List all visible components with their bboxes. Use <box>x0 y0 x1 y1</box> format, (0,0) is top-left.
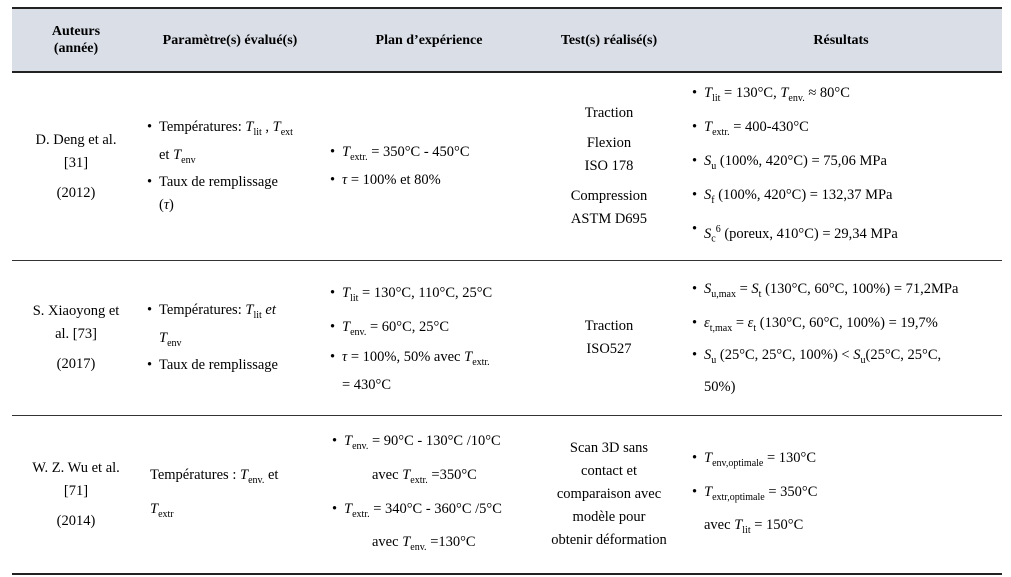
test-item: ISO527 <box>586 341 632 357</box>
test-item: contact et <box>581 463 637 479</box>
header-tests: Test(s) réalisé(s) <box>560 32 658 48</box>
test-item: Traction <box>584 318 634 334</box>
result-item: • $T_{extr.} = 400-430^\circ C$ <box>692 113 898 147</box>
author-year: (2012) <box>56 184 96 201</box>
author-ref: [71] <box>63 482 89 499</box>
author-cell <box>12 416 140 573</box>
header-auteurs-line1: Auteurs <box>51 24 101 39</box>
result-item: • $S_{u,max} = S_t$ (130°C, 60°C, 100%) = 71,2MPa <box>692 275 958 309</box>
header-auteurs <box>12 9 140 71</box>
params-cell <box>147 261 322 415</box>
author-name: D. Deng et al. <box>35 131 117 148</box>
plan-cell <box>330 261 538 415</box>
author-ref: al. [73] <box>55 326 97 342</box>
param-item: • Températures: $T_{lit}$ et $T_{env}$ <box>147 299 278 355</box>
plan-item: • $T_{lit} = 130^\circ C$, 110°C, 25°C <box>330 279 492 313</box>
params-cell <box>150 416 322 573</box>
author-year: (2017) <box>56 356 96 372</box>
table-row <box>12 73 1002 261</box>
table-header <box>12 7 1002 73</box>
result-item: • $T_{env,optimale} = 130^\circ C$ <box>692 444 817 478</box>
plan-cell <box>332 416 538 573</box>
params-cell <box>147 73 322 260</box>
plan-item: • $T_{extr.} = 350^\circ C - 450^\circ C$ <box>330 141 470 169</box>
test-item: ISO 178 <box>584 158 634 174</box>
test-item: obtenir déformation <box>551 532 667 548</box>
result-item: • $S_f$ (100%, 420°C) = 132,37 MPa <box>692 181 898 215</box>
test-item: Compression <box>570 188 648 204</box>
header-auteurs-line2: (année) <box>53 41 99 56</box>
result-item: • $S_c^6$ (poreux, 410°C) = 29,34 MPa <box>692 215 898 254</box>
test-item: comparaison avec <box>556 486 662 502</box>
test-item: Scan 3D sans <box>569 440 649 456</box>
test-item: modèle pour <box>572 509 646 525</box>
plan-item: • $T_{env.} = 90^\circ C - 130^\circ C$ /10°C avec $T_{extr.} =350^\circ C$ <box>332 427 502 495</box>
plan-cell <box>330 73 538 260</box>
author-name: W. Z. Wu et al. <box>32 459 120 476</box>
result-item: • $\varepsilon_{t,max} = \varepsilon_t$ (130°C, 60°C, 100%) = 19,7% <box>692 309 958 343</box>
header-parametres: Paramètre(s) évalué(s) <box>162 32 298 48</box>
plan-item: • τ = 100%, 50% avec $T_{extr.}$ = 430°C <box>330 346 492 397</box>
result-item: • $T_{extr,optimale} = 350^\circ C$ avec $T_{lit} = 150^\circ C$ <box>692 478 817 546</box>
tests-cell <box>538 416 680 573</box>
test-item: ASTM D695 <box>570 211 648 227</box>
result-item: • $T_{lit} = 130^\circ C$, $T_{env.} \approx 80^\circ C$ <box>692 79 898 113</box>
plan-item: • $T_{env.} = 60^\circ C$, 25°C <box>330 313 492 347</box>
plan-item: • $T_{extr.} = 340^\circ C - 360^\circ C$ /5°C avec $T_{env.} =130^\circ C$ <box>332 495 502 563</box>
author-year: (2014) <box>56 512 96 529</box>
result-item: • $S_u$ (25°C, 25°C, $100\%) < S_u(25^\circ C$, 25°C, 50%) <box>692 342 958 401</box>
header-plan: Plan d’expérience <box>375 32 483 48</box>
param-item: • Taux de remplissage (τ) <box>147 171 293 217</box>
author-cell <box>12 261 140 415</box>
author-ref: [31] <box>63 154 89 171</box>
author-cell <box>12 73 140 260</box>
results-cell <box>692 73 1002 260</box>
result-item: • $S_u$ (100%, 420°C) = 75,06 MPa <box>692 147 898 181</box>
tests-cell <box>538 261 680 415</box>
table-row <box>12 416 1002 573</box>
test-item: Flexion <box>586 135 632 151</box>
test-item: Traction <box>584 105 634 121</box>
results-cell <box>692 261 1002 415</box>
param-text: Températures : $T_{env.}$ et $T_{extr}$ <box>150 466 279 520</box>
param-item: • Températures: $T_{lit}$ , $T_{ext}$ et $T_{env}$ <box>147 116 293 172</box>
author-name: S. Xiaoyong et <box>32 303 120 319</box>
tests-cell <box>538 73 680 260</box>
table-row <box>12 261 1002 416</box>
param-item: • Taux de remplissage <box>147 354 278 377</box>
plan-item: • τ = 100% et 80% <box>330 169 470 192</box>
table-bottom-rule <box>12 573 1002 575</box>
results-cell <box>692 416 1002 573</box>
header-resultats: Résultats <box>813 32 869 48</box>
